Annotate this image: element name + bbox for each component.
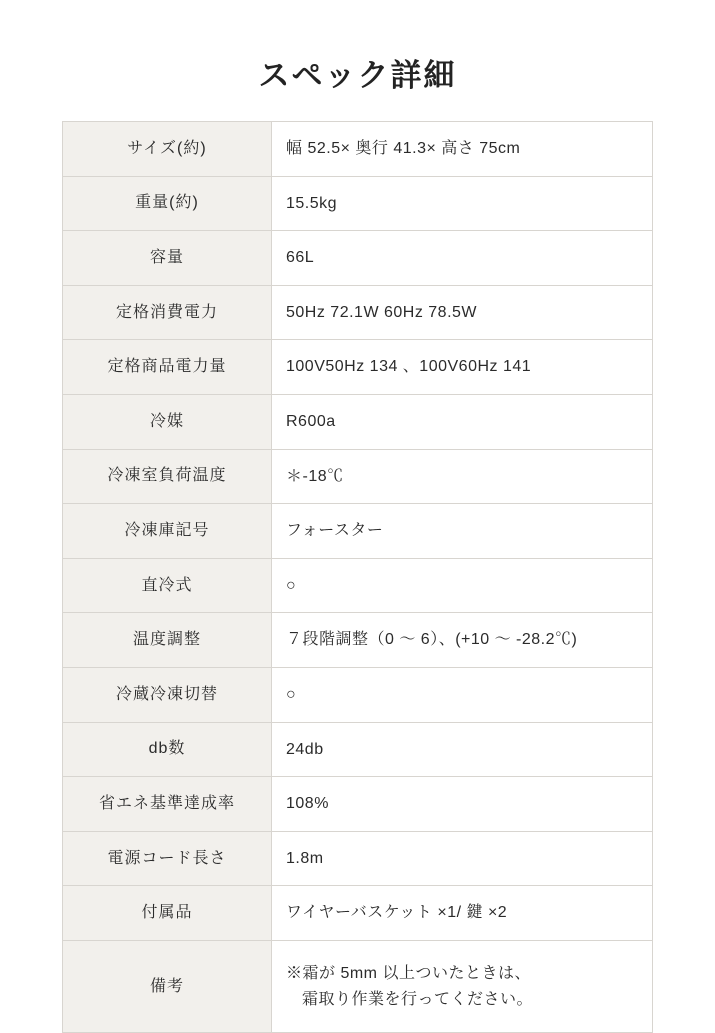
- spec-label: 直冷式: [63, 558, 272, 613]
- table-row: [63, 231, 653, 286]
- spec-value: 幅 52.5× 奥行 41.3× 高さ 75cm: [272, 122, 653, 177]
- spec-value: R600a: [272, 394, 653, 449]
- spec-value: 108%: [272, 777, 653, 832]
- spec-value: ○: [272, 667, 653, 722]
- table-row: [63, 340, 653, 395]
- table-row: [63, 831, 653, 886]
- spec-value-line-2: 霜取り作業を行ってください。: [302, 990, 534, 1008]
- spec-table-container: [0, 121, 715, 1033]
- spec-label: db数: [63, 722, 272, 777]
- spec-label: 容量: [63, 231, 272, 286]
- table-row: [63, 176, 653, 231]
- page-title: スペック詳細: [258, 58, 457, 93]
- spec-value: 15.5kg: [272, 176, 653, 231]
- table-row: [63, 777, 653, 832]
- spec-value: 100V50Hz 134 、100V60Hz 141: [272, 340, 653, 395]
- table-row: [63, 394, 653, 449]
- table-row: [63, 449, 653, 504]
- spec-table: [62, 121, 653, 1033]
- spec-label: 冷凍庫記号: [63, 504, 272, 559]
- spec-value: 66L: [272, 231, 653, 286]
- spec-value: [272, 940, 653, 1032]
- spec-value: ７段階調整（0 ～ 6）、(+10 ～ -28.2℃): [272, 613, 653, 668]
- spec-label: 定格消費電力: [63, 285, 272, 340]
- spec-value: ワイヤーバスケット ×1/ 鍵 ×2: [272, 886, 653, 941]
- spec-label: 冷媒: [63, 394, 272, 449]
- spec-label: 重量(約): [63, 176, 272, 231]
- spec-label: 電源コード長さ: [63, 831, 272, 886]
- table-row: [63, 940, 653, 1032]
- table-row: [63, 558, 653, 613]
- table-row: [63, 667, 653, 722]
- spec-value-line-1: ※霜が 5mm 以上ついたときは、: [286, 964, 531, 982]
- table-row: [63, 886, 653, 941]
- spec-label: 冷蔵冷凍切替: [63, 667, 272, 722]
- spec-value: ○: [272, 558, 653, 613]
- spec-label: 定格商品電力量: [63, 340, 272, 395]
- spec-value: 24db: [272, 722, 653, 777]
- spec-label: 冷凍室負荷温度: [63, 449, 272, 504]
- spec-value: ＊-18℃: [272, 449, 653, 504]
- table-row: [63, 722, 653, 777]
- spec-label: 備考: [63, 940, 272, 1032]
- table-row: [63, 285, 653, 340]
- table-row: [63, 613, 653, 668]
- spec-label: 付属品: [63, 886, 272, 941]
- spec-value: フォースター: [272, 504, 653, 559]
- spec-value: 1.8m: [272, 831, 653, 886]
- spec-label: サイズ(約): [63, 122, 272, 177]
- spec-label: 温度調整: [63, 613, 272, 668]
- table-row: [63, 504, 653, 559]
- table-row: [63, 122, 653, 177]
- spec-label: 省エネ基準達成率: [63, 777, 272, 832]
- spec-value: 50Hz 72.1W 60Hz 78.5W: [272, 285, 653, 340]
